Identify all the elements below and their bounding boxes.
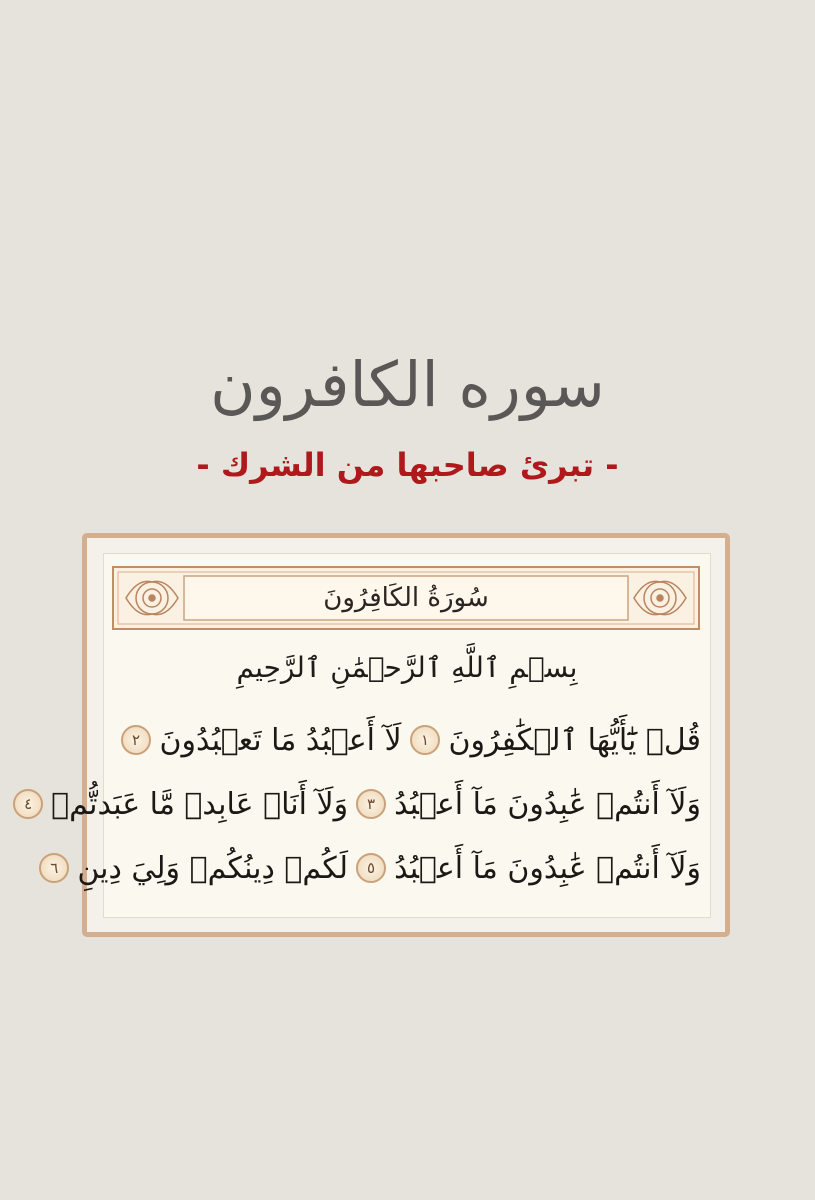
page-title: سوره الكافرون — [210, 348, 605, 421]
verse-text: وَلَآ أَنتُمۡ عَٰبِدُونَ مَآ أَعۡبُدُ — [394, 850, 701, 886]
ayah-marker: ٤ — [13, 789, 43, 819]
surah-banner — [112, 566, 700, 630]
verse-text: لَآ أَعۡبُدُ مَا تَعۡبُدُونَ — [159, 722, 402, 758]
ayah-marker: ١ — [410, 725, 440, 755]
ayah-marker: ٣ — [356, 789, 386, 819]
surah-banner-title: سُورَةُ الكَافِرُونَ — [323, 583, 489, 613]
ayah-marker: ٦ — [39, 853, 69, 883]
verses-block — [24, 708, 701, 908]
verse-text: وَلَآ أَنَا۠ عَابِدٞ مَّا عَبَدتُّمۡ — [51, 786, 349, 822]
ayah-marker: ٥ — [356, 853, 386, 883]
verse-line — [113, 708, 701, 772]
basmala: بِسۡمِ ٱللَّهِ ٱلرَّحۡمَٰنِ ٱلرَّحِيمِ — [236, 651, 578, 684]
verse-text: لَكُمۡ دِينُكُمۡ وَلِيَ دِينِ — [77, 850, 349, 886]
verse-text: قُلۡ يَٰٓأَيُّهَا ٱلۡكَٰفِرُونَ — [448, 722, 701, 758]
ayah-marker: ٢ — [121, 725, 151, 755]
verse-line — [50, 836, 701, 900]
page-subtitle: - تبرئ صاحبها من الشرك - — [196, 446, 619, 484]
verse-line — [24, 772, 701, 836]
verse-text: وَلَآ أَنتُمۡ عَٰبِدُونَ مَآ أَعۡبُدُ — [394, 786, 701, 822]
